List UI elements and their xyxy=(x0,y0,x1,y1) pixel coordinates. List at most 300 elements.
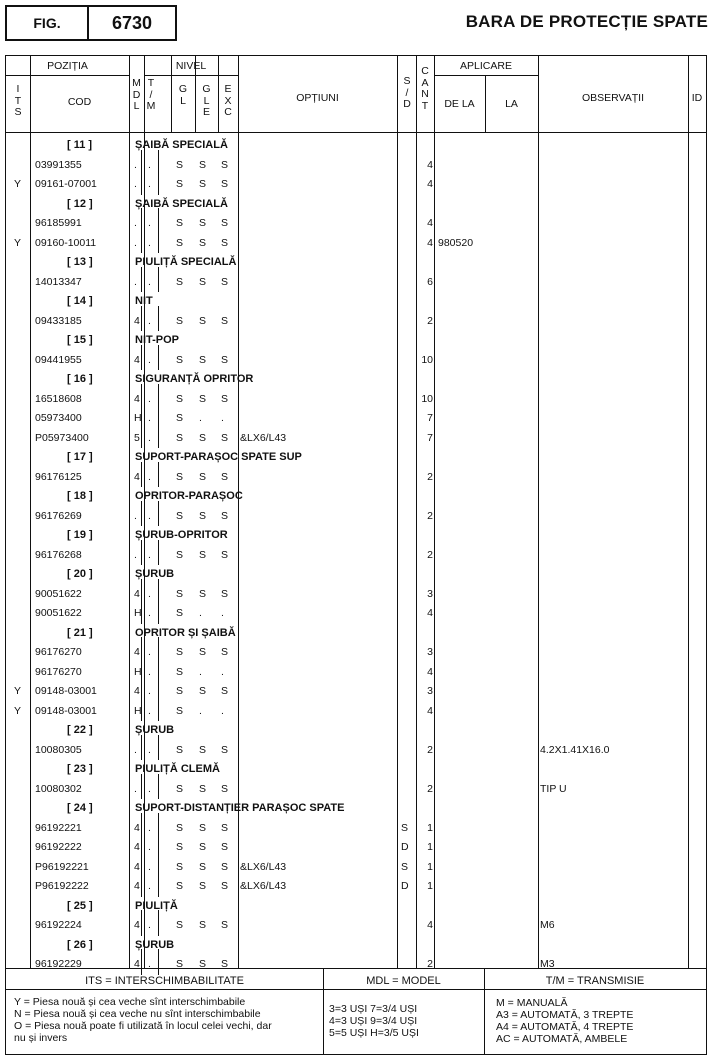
tm-cell: . xyxy=(148,353,151,366)
group-row xyxy=(6,936,706,956)
exc-cell: S xyxy=(221,431,229,444)
quantity-cell: 1 xyxy=(427,880,433,892)
group-row xyxy=(6,253,706,273)
tm-cell: . xyxy=(148,685,151,697)
quantity-cell: 2 xyxy=(427,314,433,327)
header-cod: COD xyxy=(67,96,92,108)
observations-cell: TIP U xyxy=(540,782,567,795)
quantity-cell: 4 xyxy=(427,158,433,171)
header-de-la: DE LA xyxy=(444,98,475,110)
table-row xyxy=(6,663,706,683)
group-row xyxy=(6,760,706,780)
gle-cell: . xyxy=(199,704,202,717)
table-row xyxy=(6,819,706,839)
quantity-cell: 4 xyxy=(427,919,433,931)
exc-cell: S xyxy=(221,841,229,853)
tm-cell: . xyxy=(148,860,151,873)
group-row xyxy=(6,370,706,390)
tm-cell: . xyxy=(148,412,151,424)
quantity-cell: 2 xyxy=(427,548,433,561)
group-number: [ 21 ] xyxy=(67,626,93,639)
tm-cell: . xyxy=(148,217,151,229)
group-row xyxy=(6,292,706,312)
gl-cell: S xyxy=(176,782,184,795)
table-row xyxy=(6,838,706,858)
group-row xyxy=(6,721,706,741)
quantity-cell: 4 xyxy=(427,236,433,249)
cell-divider xyxy=(141,871,142,897)
sd-cell: D xyxy=(401,880,409,892)
code-cell: 96192224 xyxy=(35,919,82,931)
code-cell: 09148-03001 xyxy=(35,704,97,717)
table-row xyxy=(6,429,706,449)
tm-cell: . xyxy=(148,821,151,834)
quantity-cell: 1 xyxy=(427,860,433,873)
header-observatii: OBSERVAȚII xyxy=(581,92,645,104)
its-cell: Y xyxy=(14,178,22,190)
gle-cell: S xyxy=(199,470,207,483)
cell-divider xyxy=(158,228,159,254)
mdl-cell: . xyxy=(134,158,137,171)
table-row xyxy=(6,214,706,234)
code-cell: 96176270 xyxy=(35,646,82,658)
group-name: ȘURUB xyxy=(135,724,175,736)
table-row xyxy=(6,916,706,936)
mdl-cell: H xyxy=(134,412,142,424)
exc-cell: S xyxy=(221,178,229,190)
table-row xyxy=(6,175,706,195)
code-cell: 09148-03001 xyxy=(35,685,97,697)
exc-cell: S xyxy=(221,646,229,658)
group-name: ȘAIBĂ SPECIALĂ xyxy=(135,139,228,151)
cell-divider xyxy=(158,462,159,488)
cell-divider xyxy=(141,345,142,371)
its-cell: Y xyxy=(14,685,22,697)
tm-cell: . xyxy=(148,392,151,405)
table-row xyxy=(6,585,706,605)
quantity-cell: 2 xyxy=(427,782,433,795)
cell-divider xyxy=(141,423,142,449)
sd-cell: S xyxy=(401,821,409,834)
header-sd: S / D xyxy=(403,75,411,110)
group-name: ȘURUB-OPRITOR xyxy=(135,529,228,541)
group-number: [ 11 ] xyxy=(67,139,93,151)
gle-cell: S xyxy=(199,275,207,288)
gl-cell: S xyxy=(176,314,184,327)
quantity-cell: 3 xyxy=(427,646,433,658)
sd-cell: S xyxy=(401,860,409,873)
table-row xyxy=(6,468,706,488)
gl-cell: S xyxy=(176,841,184,853)
gl-cell: S xyxy=(176,275,184,288)
quantity-cell: 10 xyxy=(421,353,433,366)
quantity-cell: 4 xyxy=(427,217,433,229)
header-nivel: NIVEL xyxy=(175,60,207,72)
gle-cell: S xyxy=(199,178,207,190)
exc-cell: S xyxy=(221,685,229,697)
gle-cell: . xyxy=(199,607,202,619)
quantity-cell: 2 xyxy=(427,743,433,756)
tm-cell: . xyxy=(148,178,151,190)
page-title: BARA DE PROTECȚIE SPATE xyxy=(465,12,708,31)
header-id: ID xyxy=(691,92,703,104)
exc-cell: S xyxy=(221,353,229,366)
code-cell: 16518608 xyxy=(35,392,82,405)
group-row xyxy=(6,897,706,917)
gl-cell: S xyxy=(176,178,184,190)
group-name: ȘURUB xyxy=(135,938,175,951)
group-name: PIULIȚĂ xyxy=(135,899,178,912)
table-row xyxy=(6,312,706,332)
cell-divider xyxy=(158,774,159,800)
quantity-cell: 4 xyxy=(427,178,433,190)
group-number: [ 17 ] xyxy=(67,451,93,463)
mdl-cell: 4 xyxy=(134,685,140,697)
mdl-cell: . xyxy=(134,743,137,756)
group-number: [ 22 ] xyxy=(67,724,93,736)
legend-its-title: ITS = INTERSCHIMBABILITATE xyxy=(85,975,244,987)
tm-cell: . xyxy=(148,431,151,444)
exc-cell: S xyxy=(221,217,229,229)
quantity-cell: 10 xyxy=(421,392,433,405)
quantity-cell: 6 xyxy=(427,275,433,288)
group-number: [ 15 ] xyxy=(67,334,93,346)
tm-cell: . xyxy=(148,607,151,619)
exc-cell: S xyxy=(221,880,229,892)
gle-cell: S xyxy=(199,860,207,873)
gl-cell: S xyxy=(176,646,184,658)
group-number: [ 25 ] xyxy=(67,899,93,912)
gl-cell: S xyxy=(176,509,184,522)
gl-cell: S xyxy=(176,743,184,756)
quantity-cell: 7 xyxy=(427,412,433,424)
gl-cell: S xyxy=(176,919,184,931)
cell-divider xyxy=(141,306,142,332)
table-row xyxy=(6,273,706,293)
group-name: ȘURUB xyxy=(135,568,175,580)
observations-cell: M6 xyxy=(540,919,555,931)
quantity-cell: 2 xyxy=(427,958,433,970)
table-row xyxy=(6,351,706,371)
cell-divider xyxy=(141,169,142,195)
mdl-cell: 4 xyxy=(134,470,140,483)
header-cant: C A N T xyxy=(421,65,429,112)
gl-cell: S xyxy=(176,158,184,171)
code-cell: P96192221 xyxy=(35,860,89,873)
gle-cell: S xyxy=(199,158,207,171)
tm-cell: . xyxy=(148,782,151,795)
mdl-cell: . xyxy=(134,548,137,561)
mdl-cell: H xyxy=(134,704,142,717)
group-row xyxy=(6,136,706,156)
group-number: [ 23 ] xyxy=(67,763,93,775)
gl-cell: S xyxy=(176,665,184,678)
mdl-cell: 4 xyxy=(134,919,140,931)
cell-divider xyxy=(158,696,159,722)
code-cell: 96176269 xyxy=(35,509,82,522)
table-row xyxy=(6,156,706,176)
code-cell: P05973400 xyxy=(35,431,89,444)
gl-cell: S xyxy=(176,412,184,424)
tm-cell: . xyxy=(148,743,151,756)
quantity-cell: 2 xyxy=(427,509,433,522)
tm-cell: . xyxy=(148,587,151,600)
gl-cell: S xyxy=(176,860,184,873)
group-name: SUPORT-PARAȘOC SPATE SUP xyxy=(135,451,302,463)
exc-cell: S xyxy=(221,958,229,970)
code-cell: 09433185 xyxy=(35,314,82,327)
mdl-cell: . xyxy=(134,236,137,249)
exc-cell: S xyxy=(221,236,229,249)
group-row xyxy=(6,799,706,819)
gl-cell: S xyxy=(176,880,184,892)
tm-cell: . xyxy=(148,665,151,678)
header-its: I T S xyxy=(14,83,22,118)
options-cell: &LX6/L43 xyxy=(240,880,287,892)
group-number: [ 26 ] xyxy=(67,938,93,951)
group-name: ȘAIBĂ SPECIALĂ xyxy=(135,197,228,210)
gle-cell: S xyxy=(199,353,207,366)
cell-divider xyxy=(158,598,159,624)
mdl-cell: . xyxy=(134,782,137,795)
gle-cell: S xyxy=(199,841,207,853)
gle-cell: . xyxy=(199,412,202,424)
quantity-cell: 7 xyxy=(427,431,433,444)
exc-cell: S xyxy=(221,782,229,795)
exc-cell: S xyxy=(221,860,229,873)
code-cell: 96192222 xyxy=(35,841,82,853)
from-date-cell: 980520 xyxy=(438,236,474,249)
gle-cell: S xyxy=(199,958,207,970)
exc-cell: S xyxy=(221,392,229,405)
gle-cell: S xyxy=(199,392,207,405)
options-cell: &LX6/L43 xyxy=(240,431,287,444)
observations-cell: 4.2X1.41X16.0 xyxy=(540,743,610,756)
group-row xyxy=(6,195,706,215)
exc-cell: S xyxy=(221,158,229,171)
mdl-cell: 4 xyxy=(134,880,140,892)
cell-divider xyxy=(158,910,159,936)
gl-cell: S xyxy=(176,704,184,717)
group-number: [ 19 ] xyxy=(67,529,93,541)
cell-divider xyxy=(141,267,142,293)
code-cell: 96192229 xyxy=(35,958,82,970)
group-number: [ 14 ] xyxy=(67,295,93,307)
gle-cell: S xyxy=(199,587,207,600)
cell-divider xyxy=(141,774,142,800)
group-name: PIULIȚĂ SPECIALĂ xyxy=(135,256,237,268)
gle-cell: S xyxy=(199,782,207,795)
mdl-cell: H xyxy=(134,607,142,619)
group-number: [ 12 ] xyxy=(67,197,93,210)
mdl-cell: . xyxy=(134,275,137,288)
mdl-cell: 4 xyxy=(134,353,140,366)
observations-cell: M3 xyxy=(540,958,555,970)
mdl-cell: 4 xyxy=(134,821,140,834)
gle-cell: S xyxy=(199,646,207,658)
tm-cell: . xyxy=(148,509,151,522)
cell-divider xyxy=(141,501,142,527)
group-name: SIGURANȚĂ OPRITOR xyxy=(135,373,254,385)
mdl-cell: 4 xyxy=(134,646,140,658)
table-row xyxy=(6,682,706,702)
group-row xyxy=(6,624,706,644)
tm-cell: . xyxy=(148,646,151,658)
group-name: PIULIȚĂ CLEMĂ xyxy=(135,763,220,775)
header-gl: G L xyxy=(178,83,188,107)
table-row xyxy=(6,507,706,527)
gle-cell: S xyxy=(199,431,207,444)
legend-mdl-title: MDL = MODEL xyxy=(366,975,441,987)
tm-cell: . xyxy=(148,158,151,171)
group-name: SUPORT-DISTANȚIER PARAȘOC SPATE xyxy=(135,802,345,814)
table-row xyxy=(6,604,706,624)
code-cell: 96176125 xyxy=(35,470,82,483)
header-aplicare: APLICARE xyxy=(460,60,512,72)
gle-cell: S xyxy=(199,217,207,229)
exc-cell: S xyxy=(221,314,229,327)
exc-cell: S xyxy=(221,743,229,756)
cell-divider xyxy=(141,910,142,936)
header-gle: G L E xyxy=(202,83,211,118)
figure-box xyxy=(5,5,177,41)
tm-cell: . xyxy=(148,548,151,561)
gl-cell: S xyxy=(176,587,184,600)
exc-cell: . xyxy=(221,665,224,678)
legend-mdl-lines: 3=3 UȘI 7=3/4 UȘI 4=3 UȘI 9=3/4 UȘI 5=5 UȘI H=3/5 UȘI xyxy=(329,1003,419,1039)
group-name: NIT-POP xyxy=(135,334,180,346)
tm-cell: . xyxy=(148,704,151,717)
gle-cell: S xyxy=(199,821,207,834)
cell-divider xyxy=(141,462,142,488)
cell-divider xyxy=(141,228,142,254)
table-row xyxy=(6,702,706,722)
quantity-cell: 4 xyxy=(427,665,433,678)
header-pozitia: POZIȚIA xyxy=(47,60,88,72)
table-row xyxy=(6,409,706,429)
table-row xyxy=(6,741,706,761)
cell-divider xyxy=(158,735,159,761)
mdl-cell: 4 xyxy=(134,314,140,327)
gle-cell: S xyxy=(199,880,207,892)
code-cell: 03991355 xyxy=(35,158,82,171)
exc-cell: S xyxy=(221,548,229,561)
header-exc: E X C xyxy=(224,83,232,118)
gle-cell: S xyxy=(199,548,207,561)
table-row xyxy=(6,858,706,878)
cell-divider xyxy=(158,540,159,566)
gle-cell: S xyxy=(199,743,207,756)
exc-cell: S xyxy=(221,275,229,288)
gl-cell: S xyxy=(176,470,184,483)
tm-cell: . xyxy=(148,236,151,249)
mdl-cell: 4 xyxy=(134,841,140,853)
tm-cell: . xyxy=(148,958,151,970)
table-row xyxy=(6,390,706,410)
cell-divider xyxy=(158,423,159,449)
cell-divider xyxy=(158,169,159,195)
header-la: LA xyxy=(505,98,518,110)
cell-divider xyxy=(141,598,142,624)
group-row xyxy=(6,331,706,351)
tm-cell: . xyxy=(148,919,151,931)
group-name: OPRITOR-PARAȘOC xyxy=(135,490,243,502)
group-row xyxy=(6,565,706,585)
code-cell: 05973400 xyxy=(35,412,82,424)
table-row xyxy=(6,643,706,663)
header-mdl: M D L xyxy=(132,77,141,112)
figure-label: FIG. xyxy=(7,7,89,39)
exc-cell: S xyxy=(221,587,229,600)
gl-cell: S xyxy=(176,431,184,444)
code-cell: 14013347 xyxy=(35,275,82,288)
its-cell: Y xyxy=(14,236,22,249)
mdl-cell: . xyxy=(134,217,137,229)
code-cell: 10080302 xyxy=(35,782,82,795)
code-cell: 96192221 xyxy=(35,821,82,834)
gl-cell: S xyxy=(176,548,184,561)
exc-cell: S xyxy=(221,509,229,522)
cell-divider xyxy=(141,735,142,761)
code-cell: 09160-10011 xyxy=(35,236,97,249)
gle-cell: S xyxy=(199,919,207,931)
mdl-cell: 4 xyxy=(134,958,140,970)
parts-table xyxy=(5,55,707,969)
quantity-cell: 3 xyxy=(427,587,433,600)
gl-cell: S xyxy=(176,392,184,405)
tm-cell: . xyxy=(148,314,151,327)
gle-cell: . xyxy=(199,665,202,678)
tm-cell: . xyxy=(148,841,151,853)
header-optiuni: OPȚIUNI xyxy=(296,92,339,104)
cell-divider xyxy=(141,540,142,566)
code-cell: 90051622 xyxy=(35,607,82,619)
cell-divider xyxy=(158,345,159,371)
mdl-cell: 4 xyxy=(134,587,140,600)
gle-cell: S xyxy=(199,314,207,327)
mdl-cell: . xyxy=(134,509,137,522)
quantity-cell: 1 xyxy=(427,841,433,853)
group-number: [ 24 ] xyxy=(67,802,93,814)
exc-cell: . xyxy=(221,412,224,424)
exc-cell: S xyxy=(221,821,229,834)
mdl-cell: 4 xyxy=(134,860,140,873)
code-cell: 96176268 xyxy=(35,548,82,561)
figure-number: 6730 xyxy=(111,12,153,33)
exc-cell: S xyxy=(221,919,229,931)
table-row xyxy=(6,877,706,897)
group-row xyxy=(6,448,706,468)
group-name: OPRITOR ȘI ȘAIBĂ xyxy=(135,626,236,639)
quantity-cell: 4 xyxy=(427,704,433,717)
sd-cell: D xyxy=(401,841,409,853)
code-cell: 10080305 xyxy=(35,743,82,756)
gl-cell: S xyxy=(176,685,184,697)
gle-cell: S xyxy=(199,685,207,697)
gl-cell: S xyxy=(176,236,184,249)
gl-cell: S xyxy=(176,607,184,619)
tm-cell: . xyxy=(148,880,151,892)
quantity-cell: 3 xyxy=(427,685,433,697)
group-number: [ 16 ] xyxy=(67,373,93,385)
table-row xyxy=(6,234,706,254)
gl-cell: S xyxy=(176,958,184,970)
table-row xyxy=(6,546,706,566)
group-row xyxy=(6,526,706,546)
code-cell: 90051622 xyxy=(35,587,82,600)
group-row xyxy=(6,487,706,507)
mdl-cell: H xyxy=(134,665,142,678)
